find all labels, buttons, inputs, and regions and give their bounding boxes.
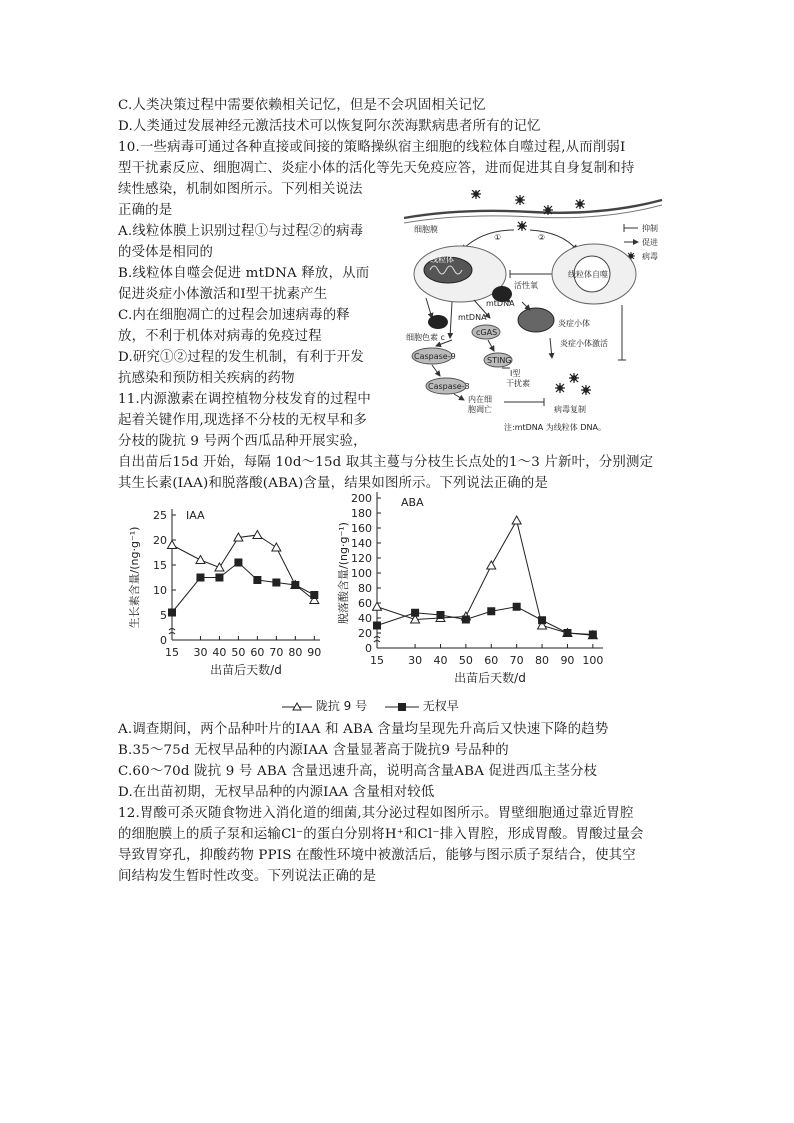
chart-title: IAA [186, 509, 205, 522]
text-line: 的受体是相同的 [118, 245, 214, 260]
x-tick-label: 40 [212, 646, 227, 659]
data-point-square [272, 579, 280, 587]
y-tick-label: 0 [160, 634, 167, 647]
text-line: 其生长素(IAA)和脱落酸(ABA)含量，结果如图所示。下列说法正确的是 [118, 476, 549, 491]
data-point-square [291, 581, 299, 589]
x-tick-label: 80 [535, 654, 550, 667]
x-axis-label: 出苗后天数/d [454, 671, 526, 685]
text-line: 抗感染和预防相关疾病的药物 [118, 371, 295, 386]
y-tick-label: 20 [358, 627, 372, 640]
cgas-label: cGAS [476, 328, 498, 337]
data-point-square [436, 611, 444, 619]
option-d: D.研究①②过程的发生机制，有利于开发 [118, 350, 364, 365]
x-tick-label: 70 [269, 646, 284, 659]
iaa-chart [128, 495, 328, 695]
legend-series-1: 陇抗 9 号 [315, 699, 368, 713]
data-point-square [589, 631, 597, 639]
data-point-square [310, 591, 318, 599]
x-tick-label: 90 [307, 646, 322, 659]
y-tick-label: 20 [153, 534, 167, 547]
x-tick-label: 30 [408, 654, 423, 667]
text-line: 导致胃穿孔，抑酸药物 PPIS 在酸性环境中被激活后，能够与图示质子泵结合，使其空 [118, 848, 636, 863]
data-point-triangle [512, 516, 521, 524]
text-line: 自出苗后15d 开始，每隔 10d～15d 取其主蔓与分枝生长点处的1～3 片新叶，分别测定 [118, 455, 654, 470]
y-tick-label: 5 [160, 609, 167, 622]
ifn-label: Ⅰ型 [510, 369, 521, 378]
text-line: 间结构发生暂时性改变。下列说法正确的是 [118, 869, 377, 884]
data-point-square [487, 607, 495, 615]
virus-replication-label: 病毒复制 [554, 405, 586, 414]
svg-text:线粒体自噬: 线粒体自噬 [568, 270, 608, 279]
x-tick-label: 80 [288, 646, 303, 659]
x-tick-label: 50 [458, 654, 473, 667]
data-point-triangle [215, 563, 224, 571]
y-tick-label: 60 [358, 597, 372, 610]
data-point-square [373, 622, 381, 630]
text-line: 起着关键作用,现选择不分枝的无杈早和多 [118, 413, 368, 428]
text-line: 促进炎症小体激活和Ⅰ型干扰素产生 [118, 287, 328, 302]
caspase9-label: Caspase-9 [414, 352, 456, 361]
y-axis-label: 脱落酸含量/(ng·g⁻¹) [337, 522, 350, 624]
svg-text:抑制: 抑制 [642, 224, 658, 233]
data-point-triangle [272, 543, 281, 551]
series-line [377, 521, 593, 636]
question-10-stem: 10.一些病毒可通过各种直接或间接的策略操纵宿主细胞的线粒体自噬过程,从而削弱Ⅰ [118, 140, 626, 155]
apoptosis-label-2: 胞凋亡 [468, 405, 492, 414]
y-tick-label: 200 [351, 492, 372, 505]
aba-chart [337, 488, 617, 696]
svg-text:线粒体: 线粒体 [430, 255, 454, 264]
text-line: 的细胞膜上的质子泵和运输Cl⁻的蛋白分别将H⁺和Cl⁻排入胃腔，形成胃酸。胃酸过量会 [118, 827, 644, 842]
sting-label: STING [487, 356, 512, 365]
data-point-square [168, 609, 176, 617]
data-point-square [538, 616, 546, 624]
y-tick-label: 140 [351, 537, 372, 550]
x-tick-label: 40 [433, 654, 448, 667]
data-point-triangle [253, 531, 262, 539]
mtdna-label-2: mtDNA [486, 299, 515, 308]
y-tick-label: 40 [358, 612, 372, 625]
process-2-label: ② [538, 233, 546, 242]
x-tick-label: 90 [560, 654, 575, 667]
x-tick-label: 30 [193, 646, 208, 659]
x-tick-label: 100 [582, 654, 604, 667]
text-line: D.人类通过发展神经元激活技术可以恢复阿尔茨海默病患者所有的记忆 [118, 119, 541, 134]
x-tick-label: 70 [509, 654, 524, 667]
data-point-square [411, 609, 419, 617]
series-line [377, 607, 593, 635]
chart-legend [282, 697, 459, 714]
data-point-triangle [196, 556, 205, 564]
y-tick-label: 100 [351, 567, 372, 580]
ifn-label-2: 干扰素 [506, 379, 530, 388]
apoptosis-label: 内在细 [468, 395, 492, 404]
data-point-square [462, 616, 470, 624]
data-point-square [513, 603, 521, 611]
option-a: A.线粒体膜上识别过程①与过程②的病毒 [118, 224, 364, 239]
data-point-square [215, 574, 223, 582]
x-tick-label: 60 [484, 654, 499, 667]
data-point-square [196, 574, 204, 582]
diagram-note: 注:mtDNA 为线粒体 DNA。 [504, 423, 606, 432]
chart-title: ABA [401, 496, 424, 509]
text-line: 放，不利于机体对病毒的免疫过程 [118, 329, 322, 344]
data-point-square [253, 576, 261, 584]
x-tick-label: 50 [231, 646, 246, 659]
mtdna-label: mtDNA [458, 313, 487, 322]
q11-option-b: B.35～75d 无杈早品种的内源IAA 含量显著高于陇抗9 号品种的 [118, 743, 509, 758]
data-point-triangle [487, 561, 496, 569]
inflammasome-label: 炎症小体 [558, 319, 590, 328]
y-tick-label: 80 [358, 582, 372, 595]
data-point-square [234, 559, 242, 567]
svg-text:促进: 促进 [642, 238, 658, 247]
x-tick-label: 15 [165, 646, 179, 659]
inflammasome-activation-label: 炎症小体激活 [560, 339, 608, 348]
question-11-stem: 11.内源激素在调控植物分枝发育的过程中 [118, 392, 371, 407]
legend-series-2: 无杈早 [422, 699, 459, 713]
x-tick-label: 60 [250, 646, 265, 659]
y-tick-label: 10 [153, 584, 167, 597]
q11-option-c: C.60～70d 陇抗 9 号 ABA 含量迅速升高，说明高含量ABA 促进西瓜主茎分枝 [118, 764, 598, 779]
text-line: 分枝的陇抗 9 号两个西瓜品种开展实验， [118, 434, 367, 449]
question-12-stem: 12.胃酸可杀灭随食物进入消化道的细菌,其分泌过程如图所示。胃壁细胞通过靠近胃腔 [118, 806, 634, 821]
data-point-square [563, 629, 571, 637]
option-b: B.线粒体自噬会促进 mtDNA 释放，从而 [118, 266, 370, 281]
cytc-label: 细胞色素 c [406, 333, 445, 342]
q11-option-a: A.调查期间，两个品种叶片的IAA 和 ABA 含量均呈现先升高后又快速下降的趋势 [118, 722, 609, 737]
y-tick-label: 25 [153, 509, 167, 522]
option-c: C.内在细胞凋亡的过程会加速病毒的释 [118, 308, 350, 323]
caspase3-label: Caspase-3 [428, 382, 470, 391]
x-axis-label: 出苗后天数/d [210, 663, 282, 677]
svg-text:病毒: 病毒 [642, 252, 658, 261]
text-line: 正确的是 [118, 203, 173, 218]
ros-label: 活性氧 [514, 281, 538, 290]
virus-replication-icon [555, 373, 591, 395]
diagram-legend [624, 223, 658, 261]
y-tick-label: 120 [351, 552, 372, 565]
membrane-label: 细胞膜 [414, 225, 438, 234]
text-line: 续性感染，机制如图所示。下列相关说法 [118, 182, 363, 197]
process-1-label: ① [494, 233, 502, 242]
text-line: C.人类决策过程中需要依赖相关记忆，但是不会巩固相关记忆 [118, 98, 486, 113]
text-line: 型干扰素反应、细胞凋亡、炎症小体的活化等先天免疫应答，进而促进其自身复制和持 [118, 161, 635, 176]
y-tick-label: 15 [153, 559, 167, 572]
y-tick-label: 0 [365, 642, 372, 655]
mitophagy-diagram [402, 190, 664, 435]
y-tick-label: 180 [351, 507, 372, 520]
data-point-triangle [168, 541, 177, 549]
y-axis-label: 生长素含量/(ng·g⁻¹) [128, 526, 141, 629]
y-tick-label: 160 [351, 522, 372, 535]
x-tick-label: 15 [370, 654, 384, 667]
q11-option-d: D.在出苗初期，无杈早品种的内源IAA 含量相对较低 [118, 785, 435, 800]
